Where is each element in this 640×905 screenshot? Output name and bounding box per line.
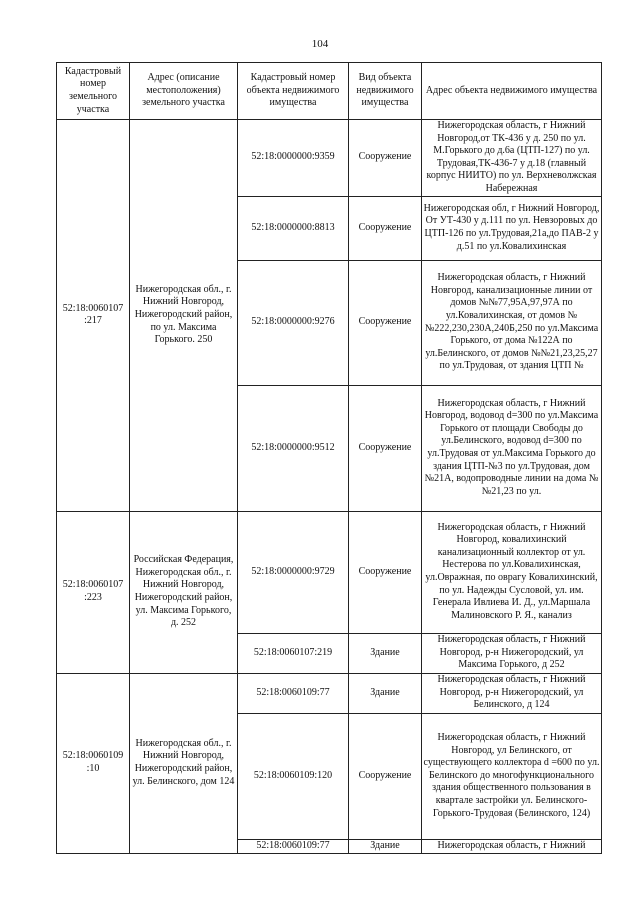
header-land-cadastral: Кадастровый номер земельного участка bbox=[57, 63, 130, 120]
object-address-cell: Нижегородская область, г Нижний bbox=[422, 839, 602, 853]
land-cadastral-cell: 52:18:0060107 :223 bbox=[57, 511, 130, 673]
land-address-cell: Нижегородская обл., г. Нижний Новгород, Нижегородский район, по ул. Максима Горького. 250 bbox=[130, 120, 238, 512]
object-address-cell: Нижегородская область, г Нижний Новгород, ул Белинского, от существующего коллектора d =600 по ул. Белинского до многофункционального здания общественного пользования в квартале застройки ул. Белинского-Горького-Трудовая (Белинского, 124) bbox=[422, 713, 602, 839]
land-address-cell: Нижегородская обл., г. Нижний Новгород, Нижегородский район, ул. Белинского, дом 124 bbox=[130, 673, 238, 853]
object-address-cell: Нижегородская область, г Нижний Новгород, р-н Нижегородский, ул Белинского, д 124 bbox=[422, 673, 602, 713]
object-cadastral-cell: 52:18:0000000:8813 bbox=[238, 196, 349, 260]
object-cadastral-cell: 52:18:0060109:77 bbox=[238, 673, 349, 713]
object-cadastral-cell: 52:18:0000000:9729 bbox=[238, 511, 349, 633]
object-address-cell: Нижегородская область, г Нижний Новгород, р-н Нижегородский, ул Максима Горького, д 252 bbox=[422, 633, 602, 673]
object-kind-cell: Сооружение bbox=[349, 196, 422, 260]
header-object-cadastral: Кадастровый номер объекта недвижимого имущества bbox=[238, 63, 349, 120]
land-cadastral-cell: 52:18:0060107 :217 bbox=[57, 120, 130, 512]
object-cadastral-cell: 52:18:0000000:9276 bbox=[238, 260, 349, 385]
object-kind-cell: Здание bbox=[349, 673, 422, 713]
property-register-table bbox=[56, 62, 602, 854]
object-kind-cell: Сооружение bbox=[349, 511, 422, 633]
object-cadastral-cell: 52:18:0000000:9359 bbox=[238, 120, 349, 197]
object-address-cell: Нижегородская область, г Нижний Новгород, водовод d=300 по ул.Максима Горького от площади Свободы до ул.Белинского, водовод d=300 по ул.Трудовая от ул.Максима Горького до здания ЦТП-№3 по ул.Трудовая, дом №21А, водопроводные линии на дома №№21,23 по ул. bbox=[422, 385, 602, 511]
object-kind-cell: Сооружение bbox=[349, 260, 422, 385]
object-cadastral-cell: 52:18:0060109:77 bbox=[238, 839, 349, 853]
object-kind-cell: Сооружение bbox=[349, 713, 422, 839]
object-kind-cell: Сооружение bbox=[349, 120, 422, 197]
page-number: 104 bbox=[311, 38, 329, 50]
object-cadastral-cell: 52:18:0000000:9512 bbox=[238, 385, 349, 511]
land-cadastral-cell: 52:18:0060109 :10 bbox=[57, 673, 130, 853]
object-address-cell: Нижегородская область, г Нижний Новгород, ковалихинский канализационный коллектор от ул. Нестерова по ул.Ковалихинская, ул.Овражная, по оврагу Ковалихинский, по ул. Надежды Сусловой, ул. им. Генерала Ивлиева И. Д., ул.Маршала Малиновского Р. Я., канализ bbox=[422, 511, 602, 633]
table-row bbox=[57, 511, 602, 633]
object-address-cell: Нижегородская обл, г Нижний Новгород, От УТ-430 у д.111 по ул. Невзоровых до ЦТП-126 по ул.Трудовая,21а,до ПАВ-2 у д.51 по ул.Ковалихинская bbox=[422, 196, 602, 260]
table-header-row bbox=[57, 63, 602, 120]
object-kind-cell: Здание bbox=[349, 839, 422, 853]
object-kind-cell: Сооружение bbox=[349, 385, 422, 511]
object-cadastral-cell: 52:18:0060109:120 bbox=[238, 713, 349, 839]
object-address-cell: Нижегородская область, г Нижний Новгород, канализационные линии от домов №№77,95А,97,97А по ул.Ковалихинская, от домов №№222,230,230А,240Б,250 по ул.Максима Горького, от дома №122А по ул.Белинского, от домов №№21,23,25,27 по ул.Трудовая, от здания ЦТП № bbox=[422, 260, 602, 385]
object-cadastral-cell: 52:18:0060107:219 bbox=[238, 633, 349, 673]
table-row bbox=[57, 120, 602, 197]
header-object-kind: Вид объекта недвижимого имущества bbox=[349, 63, 422, 120]
land-address-cell: Российская Федерация, Нижегородская обл., г. Нижний Новгород, Нижегородский район, ул. Максима Горького, д. 252 bbox=[130, 511, 238, 673]
header-land-address: Адрес (описание местоположения) земельного участка bbox=[130, 63, 238, 120]
header-object-address: Адрес объекта недвижимого имущества bbox=[422, 63, 602, 120]
object-address-cell: Нижегородская область, г Нижний Новгород,от ТК-436 у д. 250 по ул. М.Горького до д.6а (ЦТП-127) по ул. Трудовая,ТК-436-7 у д.18 (главный корпус НИИТО) по ул. Верхневолжская Набережная bbox=[422, 120, 602, 197]
object-kind-cell: Здание bbox=[349, 633, 422, 673]
table-row bbox=[57, 673, 602, 713]
